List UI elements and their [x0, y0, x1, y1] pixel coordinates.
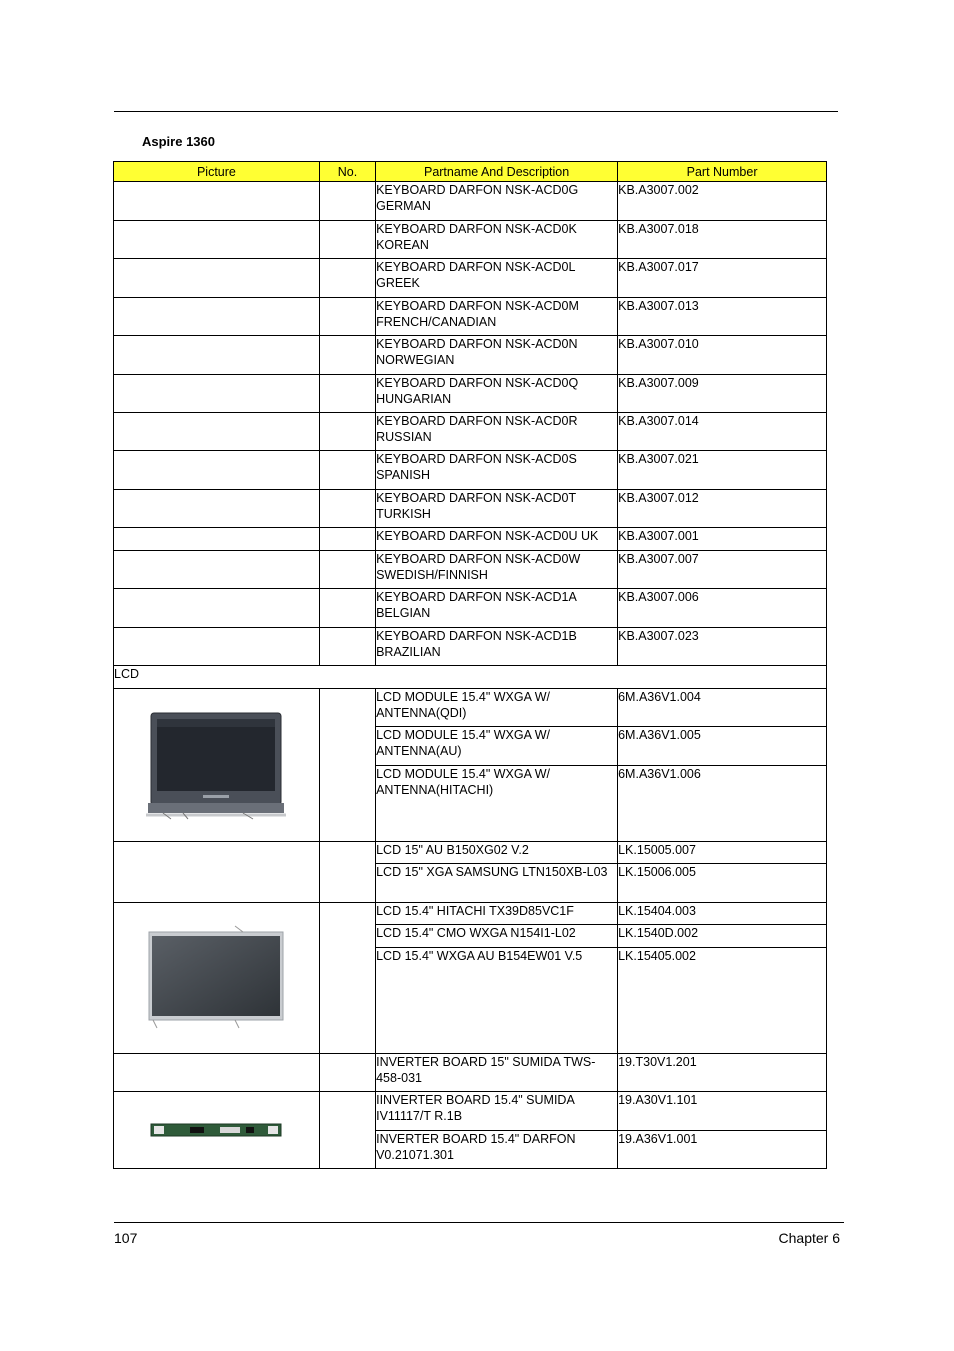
part-number: 6M.A36V1.004 [618, 689, 827, 727]
part-number: LK.15405.002 [618, 948, 827, 1054]
table-header-row [114, 162, 827, 182]
part-description: LCD 15.4" HITACHI TX39D85VC1F [376, 903, 618, 925]
part-number: KB.A3007.006 [618, 589, 827, 628]
part-description: KEYBOARD DARFON NSK-ACD0U UK [376, 528, 618, 551]
part-number: KB.A3007.013 [618, 298, 827, 336]
table-row [114, 689, 827, 727]
table-row [114, 298, 827, 336]
header-part-number: Part Number [618, 162, 827, 182]
section-label-lcd: LCD [114, 666, 827, 689]
part-number: LK.15404.003 [618, 903, 827, 925]
part-description: KEYBOARD DARFON NSK-ACD1A BELGIAN [376, 589, 618, 628]
parts-table [113, 161, 827, 1169]
table-row [114, 1054, 827, 1092]
part-description: KEYBOARD DARFON NSK-ACD0M FRENCH/CANADIAN [376, 298, 618, 336]
document-title: Aspire 1360 [142, 134, 215, 149]
part-number: KB.A3007.014 [618, 413, 827, 451]
part-number: KB.A3007.021 [618, 451, 827, 490]
part-number: 6M.A36V1.006 [618, 766, 827, 842]
part-description: KEYBOARD DARFON NSK-ACD0R RUSSIAN [376, 413, 618, 451]
part-description: KEYBOARD DARFON NSK-ACD0Q HUNGARIAN [376, 375, 618, 413]
table-row [114, 551, 827, 589]
footer-rule [114, 1222, 844, 1223]
header-rule [114, 111, 838, 112]
table-row [114, 903, 827, 925]
inverter-picture [114, 1092, 320, 1169]
table-row [114, 490, 827, 528]
part-description: INVERTER BOARD 15" SUMIDA TWS-458-031 [376, 1054, 618, 1092]
part-description: KEYBOARD DARFON NSK-ACD0G GERMAN [376, 182, 618, 221]
part-description: LCD MODULE 15.4" WXGA W/ ANTENNA(AU) [376, 727, 618, 766]
table-row [114, 221, 827, 259]
part-description: LCD 15.4" CMO WXGA N154I1-L02 [376, 925, 618, 948]
part-description: KEYBOARD DARFON NSK-ACD0T TURKISH [376, 490, 618, 528]
table-row [114, 1092, 827, 1131]
part-description: LCD MODULE 15.4" WXGA W/ ANTENNA(QDI) [376, 689, 618, 727]
header-partname: Partname And Description [376, 162, 618, 182]
part-number: KB.A3007.001 [618, 528, 827, 551]
inverter-board-image [150, 1120, 282, 1140]
lcd-panel-picture [114, 903, 320, 1054]
table-row [114, 451, 827, 490]
part-description: KEYBOARD DARFON NSK-ACD0S SPANISH [376, 451, 618, 490]
part-number: 6M.A36V1.005 [618, 727, 827, 766]
part-number: KB.A3007.010 [618, 336, 827, 375]
header-no: No. [319, 162, 375, 182]
table-row [114, 259, 827, 298]
lcd-module-picture [114, 689, 320, 842]
page-number: 107 [114, 1230, 138, 1246]
part-description: IINVERTER BOARD 15.4" SUMIDA IV11117/T R.1B [376, 1092, 618, 1131]
table-row [114, 628, 827, 666]
part-number: KB.A3007.017 [618, 259, 827, 298]
part-number: KB.A3007.012 [618, 490, 827, 528]
table-row [114, 336, 827, 375]
table-row [114, 528, 827, 551]
part-description: KEYBOARD DARFON NSK-ACD0K KOREAN [376, 221, 618, 259]
table-row [114, 182, 827, 221]
lcd-module-image [143, 709, 289, 821]
part-description: LCD 15" AU B150XG02 V.2 [376, 842, 618, 864]
part-number: KB.A3007.002 [618, 182, 827, 221]
chapter-label: Chapter 6 [778, 1230, 840, 1246]
table-row [114, 842, 827, 864]
part-description: LCD MODULE 15.4" WXGA W/ ANTENNA(HITACHI) [376, 766, 618, 842]
section-row [114, 666, 827, 689]
header-picture: Picture [114, 162, 320, 182]
part-number: KB.A3007.018 [618, 221, 827, 259]
table-row [114, 413, 827, 451]
part-description: KEYBOARD DARFON NSK-ACD1B BRAZILIAN [376, 628, 618, 666]
part-description: LCD 15" XGA SAMSUNG LTN150XB-L03 [376, 864, 618, 903]
part-number: 19.A30V1.101 [618, 1092, 827, 1131]
table-row [114, 589, 827, 628]
part-number: LK.1540D.002 [618, 925, 827, 948]
part-number: KB.A3007.007 [618, 551, 827, 589]
table-row [114, 375, 827, 413]
part-number: 19.A36V1.001 [618, 1131, 827, 1169]
part-description: LCD 15.4" WXGA AU B154EW01 V.5 [376, 948, 618, 1054]
part-number: LK.15006.005 [618, 864, 827, 903]
part-description: KEYBOARD DARFON NSK-ACD0W SWEDISH/FINNISH [376, 551, 618, 589]
part-number: KB.A3007.023 [618, 628, 827, 666]
part-description: KEYBOARD DARFON NSK-ACD0L GREEK [376, 259, 618, 298]
part-description: KEYBOARD DARFON NSK-ACD0N NORWEGIAN [376, 336, 618, 375]
part-number: KB.A3007.009 [618, 375, 827, 413]
lcd-panel-image [143, 924, 289, 1032]
part-description: INVERTER BOARD 15.4" DARFON V0.21071.301 [376, 1131, 618, 1169]
part-number: 19.T30V1.201 [618, 1054, 827, 1092]
part-number: LK.15005.007 [618, 842, 827, 864]
